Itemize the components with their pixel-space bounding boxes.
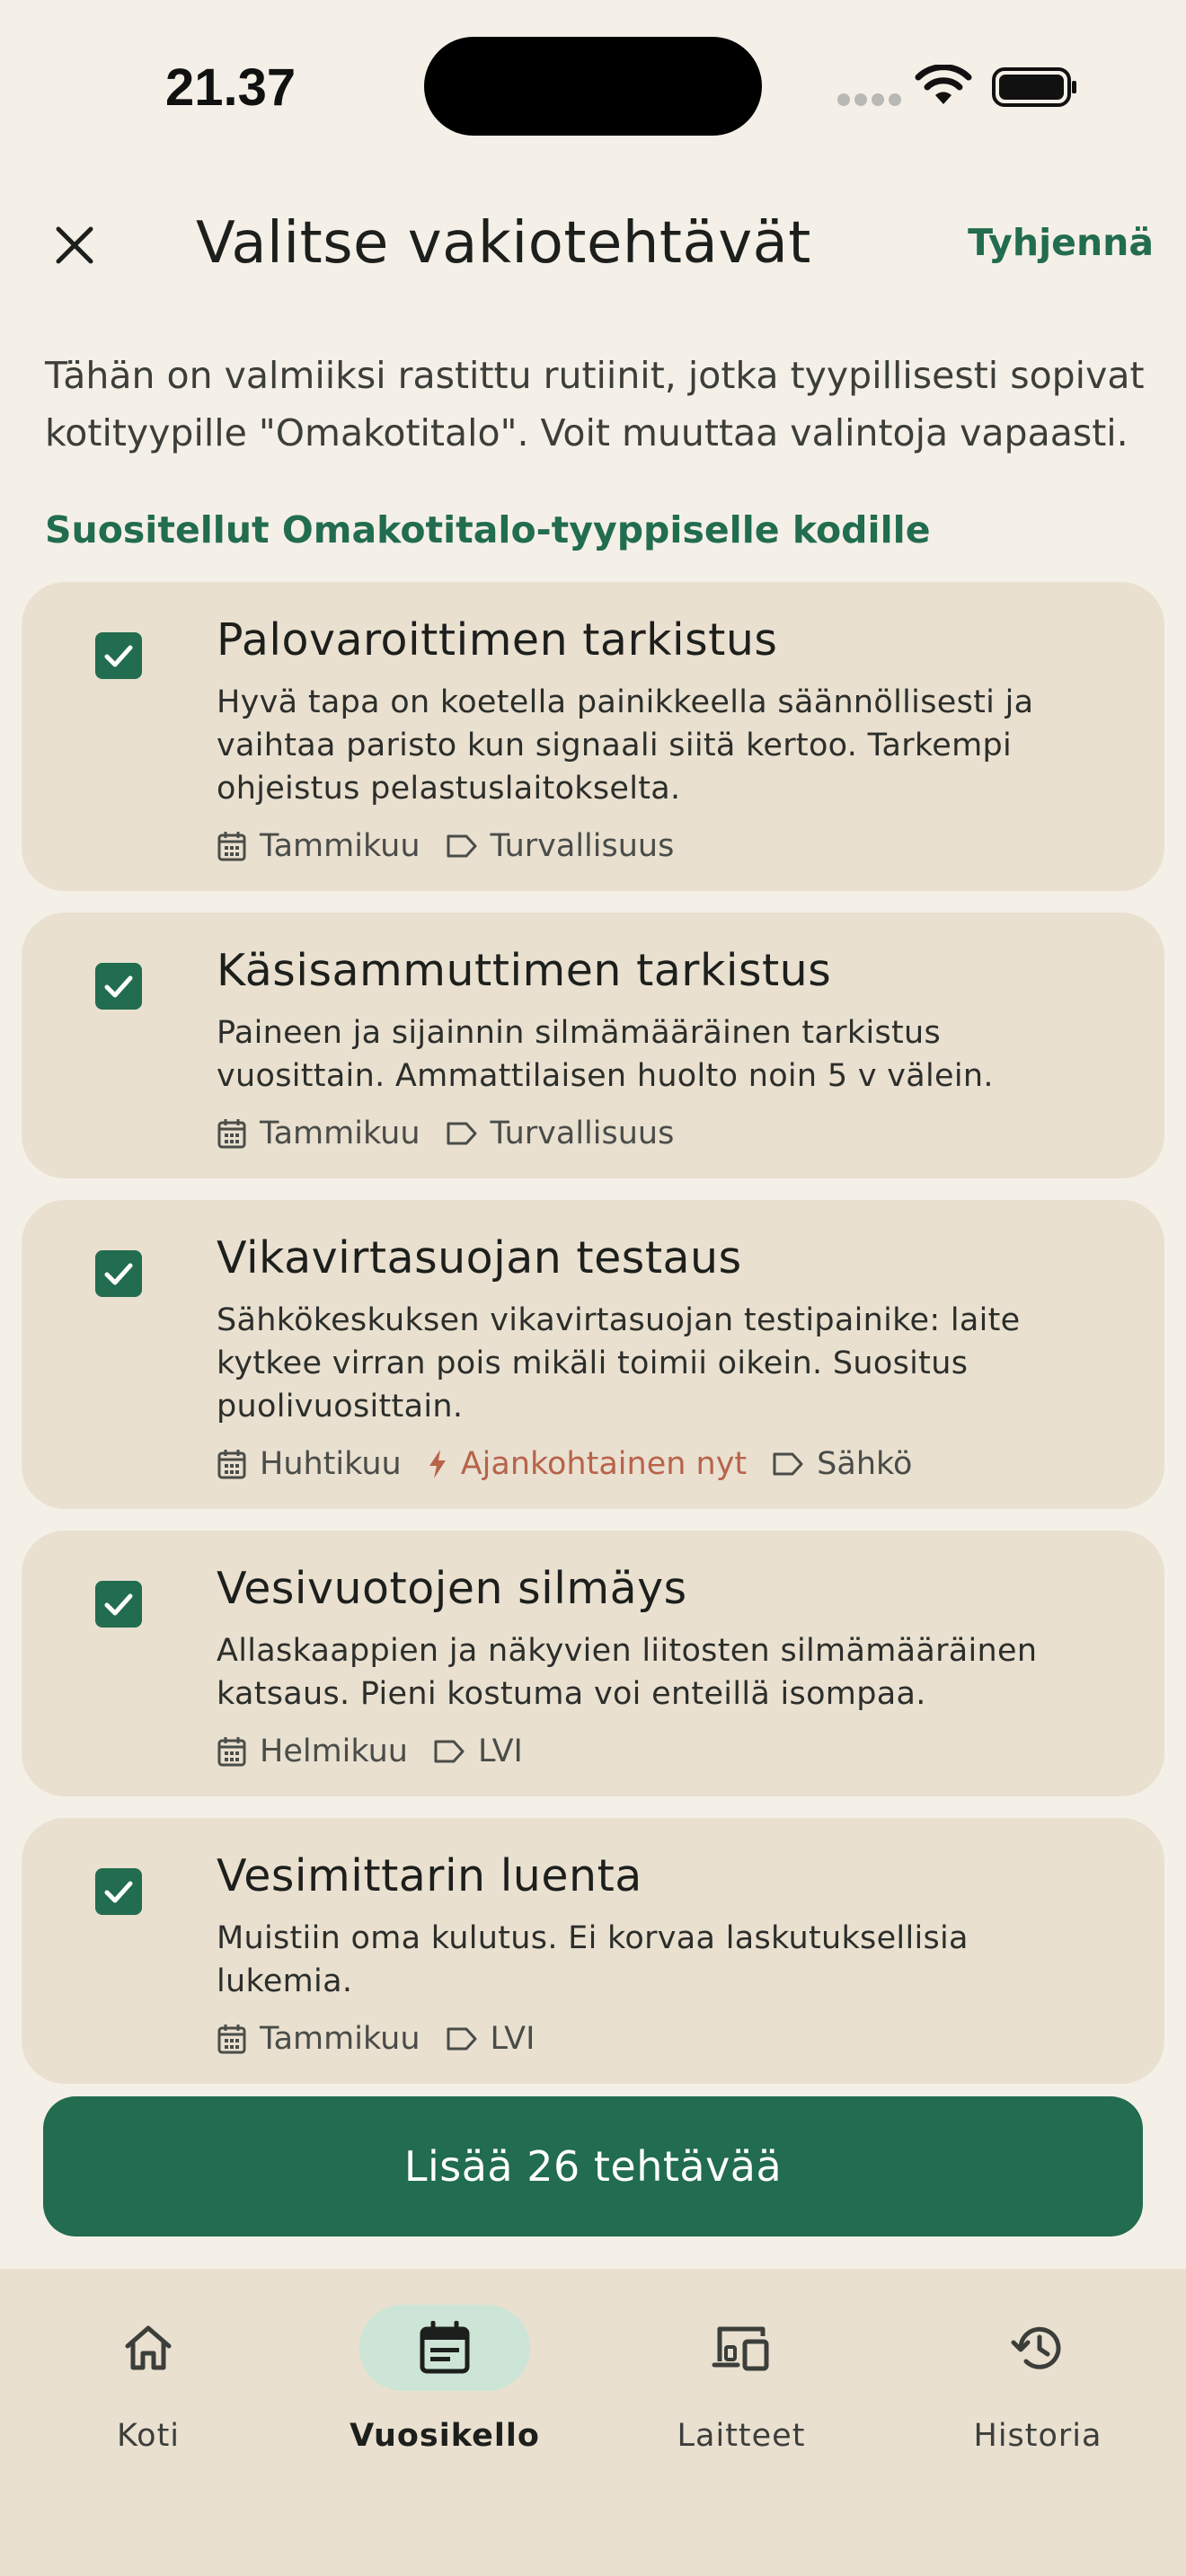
- intro-text: Tähän on valmiiksi rastittu rutiinit, jotka tyypillisesti sopivat kotityypille "Omakotitalo". Voit muuttaa valintoja vapaasti.: [45, 354, 1145, 454]
- nav-icon-container: [359, 2305, 530, 2391]
- task-description: Paineen ja sijainnin silmämääräinen tarkistus vuosittain. Ammattilaisen huolto noin 5 v välein.: [217, 1015, 994, 1094]
- status-bar: [0, 0, 1186, 171]
- task-current-badge: [427, 1446, 747, 1482]
- nav-label: Koti: [116, 2418, 181, 2454]
- task-card[interactable]: [22, 582, 1164, 891]
- task-title: Vesimittarin luenta: [217, 1850, 642, 1901]
- task-card[interactable]: [22, 1531, 1164, 1796]
- add-tasks-button[interactable]: Lisää 26 tehtävää: [43, 2096, 1143, 2236]
- task-category-label: LVI: [490, 2021, 535, 2057]
- task-month: [217, 828, 420, 864]
- task-title: Palovaroittimen tarkistus: [217, 614, 778, 666]
- task-card[interactable]: [22, 1200, 1164, 1509]
- task-month: [217, 1446, 402, 1482]
- task-category: [446, 828, 675, 864]
- task-meta: [217, 2017, 1111, 2060]
- task-category: [433, 1734, 523, 1769]
- task-description: Allaskaappien ja näkyvien liitosten silmämääräinen katsaus. Pieni kostuma voi enteillä isompaa.: [217, 1633, 1038, 1712]
- section-label: Suositellut Omakotitalo-tyyppiselle kodille: [45, 508, 931, 551]
- task-checkbox[interactable]: [95, 963, 142, 1010]
- close-icon: [53, 224, 96, 267]
- task-checkbox[interactable]: [95, 1581, 142, 1628]
- task-description: Sähkökeskuksen vikavirtasuojan testipainike: laite kytkee virran pois mikäli toimii oikein. Suositus puolivuosittain.: [217, 1302, 1021, 1425]
- task-category: [446, 1116, 675, 1151]
- wifi-icon: [915, 65, 972, 106]
- nav-item-koti[interactable]: [0, 2305, 296, 2484]
- task-month-label: Helmikuu: [260, 1734, 408, 1769]
- calendar-icon: [217, 1448, 247, 1480]
- cellular-signal-icon: [837, 93, 900, 106]
- nav-item-vuosikello[interactable]: [296, 2305, 593, 2484]
- task-meta: [217, 1112, 1111, 1155]
- task-card[interactable]: [22, 1818, 1164, 2084]
- page-title: Valitse vakiotehtävät: [196, 210, 811, 277]
- bolt-icon: [427, 1448, 448, 1480]
- tag-icon: [446, 2025, 478, 2052]
- task-category: [446, 2021, 535, 2057]
- task-meta: [217, 1730, 1111, 1773]
- nav-label: Vuosikello: [350, 2418, 540, 2454]
- task-title: Vikavirtasuojan testaus: [217, 1232, 742, 1284]
- task-month: [217, 2021, 420, 2057]
- battery-icon: [992, 66, 1078, 108]
- task-card[interactable]: [22, 913, 1164, 1178]
- task-title: Käsisammuttimen tarkistus: [217, 945, 832, 996]
- check-icon: [101, 1256, 137, 1292]
- task-month: [217, 1734, 408, 1769]
- devices-icon: [711, 2324, 772, 2372]
- check-icon: [101, 968, 137, 1004]
- nav-item-historia[interactable]: [890, 2305, 1186, 2484]
- calendar-icon: [217, 1735, 247, 1768]
- header: [0, 189, 1186, 296]
- tag-icon: [446, 1120, 478, 1147]
- check-icon: [101, 638, 137, 674]
- calendar-icon: [217, 1117, 247, 1150]
- task-description: Hyvä tapa on koetella painikkeella säännöllisesti ja vaihtaa paristo kun signaali siitä kertoo. Tarkempi ohjeistus pelastuslaitokselta.: [217, 684, 1034, 807]
- tag-icon: [433, 1738, 465, 1765]
- task-meta: [217, 825, 1111, 868]
- task-category-label: LVI: [477, 1734, 523, 1769]
- tag-icon: [772, 1451, 804, 1478]
- task-description: Muistiin oma kulutus. Ei korvaa laskutuksellisia lukemia.: [217, 1920, 969, 1999]
- task-title: Vesivuotojen silmäys: [217, 1563, 687, 1614]
- check-icon: [101, 1874, 137, 1910]
- nav-label: Laitteet: [677, 2418, 806, 2454]
- task-checkbox[interactable]: [95, 1250, 142, 1297]
- nav-icon-container: [952, 2305, 1123, 2391]
- task-category-label: Turvallisuus: [490, 828, 675, 864]
- clear-button[interactable]: Tyhjennä: [968, 221, 1154, 264]
- task-category-label: Turvallisuus: [490, 1116, 675, 1151]
- task-month: [217, 1116, 420, 1151]
- task-month-label: Tammikuu: [260, 828, 420, 864]
- check-icon: [101, 1586, 137, 1622]
- task-category: [772, 1446, 912, 1482]
- nav-icon-container: [656, 2305, 827, 2391]
- history-icon: [1010, 2322, 1066, 2374]
- task-month-label: Tammikuu: [260, 2021, 420, 2057]
- task-month-label: Huhtikuu: [260, 1446, 402, 1482]
- task-category-label: Sähkö: [817, 1446, 913, 1482]
- task-current-label: Ajankohtainen nyt: [460, 1446, 748, 1482]
- task-meta: [217, 1442, 1111, 1486]
- status-time: 21.37: [165, 58, 296, 117]
- task-list: [22, 582, 1164, 2105]
- bottom-nav: [0, 2269, 1186, 2576]
- nav-icon-container: [63, 2305, 234, 2391]
- tag-icon: [446, 833, 478, 860]
- calendar-icon: [419, 2321, 471, 2375]
- dynamic-island: [424, 37, 762, 136]
- task-checkbox[interactable]: [95, 1868, 142, 1915]
- calendar-icon: [217, 2023, 247, 2055]
- close-button[interactable]: [36, 207, 113, 284]
- nav-label: Historia: [973, 2418, 1102, 2454]
- home-icon: [122, 2323, 174, 2373]
- task-month-label: Tammikuu: [260, 1116, 420, 1151]
- calendar-icon: [217, 830, 247, 862]
- nav-item-laitteet[interactable]: [593, 2305, 890, 2484]
- task-checkbox[interactable]: [95, 632, 142, 679]
